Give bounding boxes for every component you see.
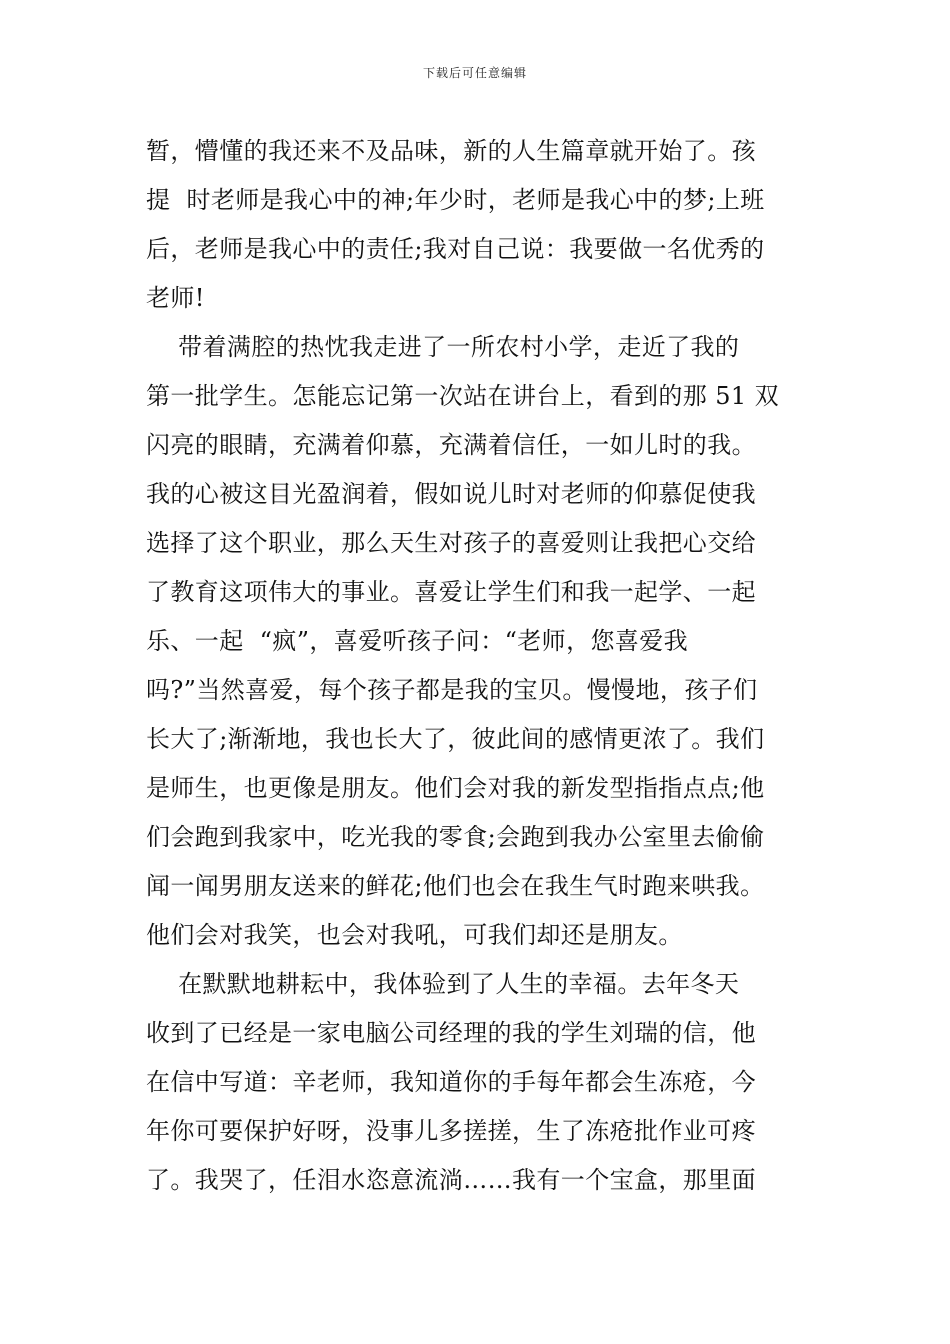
text-line: 在默默地耕耘中，我体验到了人生的幸福。去年冬天 (146, 970, 740, 998)
text-line: 后，老师是我心中的责任;我对自己说：我要做一名优秀的 (146, 235, 765, 263)
text-line: 我的心被这目光盈润着，假如说儿时对老师的仰慕促使我 (146, 480, 756, 508)
text-line: 长大了;渐渐地，我也长大了，彼此间的感情更浓了。我们 (146, 725, 765, 753)
text-line: 选择了这个职业，那么天生对孩子的喜爱则让我把心交给 (146, 529, 756, 557)
paragraph-1 (146, 127, 811, 323)
text-line: 第一批学生。怎能忘记第一次站在讲台上，看到的那 51 双 (146, 382, 779, 410)
text-line: 在信中写道：辛老师，我知道你的手每年都会生冻疮，今 (146, 1068, 756, 1096)
text-line: 吗?”当然喜爱，每个孩子都是我的宝贝。慢慢地，孩子们 (146, 676, 758, 704)
text-line: 暂，懵懂的我还来不及品味，新的人生篇章就开始了。孩 (146, 137, 756, 165)
text-line: 带着满腔的热忱我走进了一所农村小学，走近了我的 (146, 333, 740, 361)
text-line: 闻一闻男朋友送来的鲜花;他们也会在我生气时跑来哄我。 (146, 872, 765, 900)
text-line: 了教育这项伟大的事业。喜爱让学生们和我一起学、一起 (146, 578, 756, 606)
text-line: 闪亮的眼睛，充满着仰慕，充满着信任，一如儿时的我。 (146, 431, 756, 459)
text-line: 年你可要保护好呀，没事儿多搓搓，生了冻疮批作业可疼 (146, 1117, 756, 1145)
text-line: 提 时老师是我心中的神;年少时，老师是我心中的梦;上班 (146, 186, 765, 214)
text-line: 乐、一起 “疯”，喜爱听孩子问：“老师，您喜爱我 (146, 627, 689, 655)
text-line: 老师! (146, 284, 205, 312)
paragraph-2 (146, 323, 811, 960)
document-body (146, 127, 811, 1205)
text-line: 收到了已经是一家电脑公司经理的我的学生刘瑞的信，他 (146, 1019, 756, 1047)
paragraph-3 (146, 960, 811, 1205)
text-line: 他们会对我笑，也会对我吼，可我们却还是朋友。 (146, 921, 683, 949)
text-line: 了。我哭了，任泪水恣意流淌……我有一个宝盒，那里面 (146, 1166, 756, 1194)
page-header: 下载后可任意编辑 (422, 66, 527, 80)
text-line: 们会跑到我家中，吃光我的零食;会跑到我办公室里去偷偷 (146, 823, 765, 851)
text-line: 是师生，也更像是朋友。他们会对我的新发型指指点点;他 (146, 774, 765, 802)
